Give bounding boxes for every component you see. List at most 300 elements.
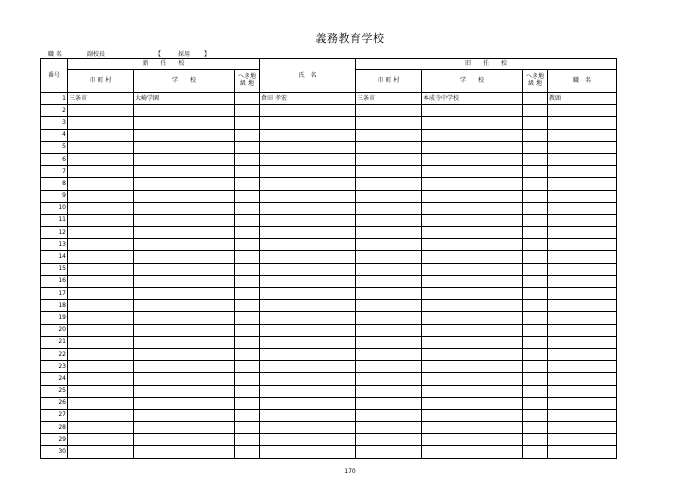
old-remote-cell: [523, 312, 548, 324]
old-position-cell: [548, 300, 617, 312]
old-remote-cell: [523, 251, 548, 263]
old-school-cell: [422, 422, 523, 434]
old-school-cell: [422, 202, 523, 214]
table-row: [41, 214, 617, 226]
old-remote-cell: [523, 93, 548, 105]
new-school-cell: [134, 373, 235, 385]
new-school-cell: [134, 434, 235, 446]
old-remote-cell: [523, 300, 548, 312]
new-school-cell: [134, 263, 235, 275]
name-cell: [260, 397, 356, 409]
new-municipality-cell: [68, 300, 134, 312]
name-cell: [260, 288, 356, 300]
new-remote-cell: [235, 397, 260, 409]
new-school-cell: [134, 409, 235, 421]
header-name: 氏 名: [260, 59, 356, 93]
new-school-cell: [134, 202, 235, 214]
header-old-school: 学 校: [422, 70, 523, 93]
header-old-position: 職 名: [548, 70, 617, 93]
old-position-cell: [548, 422, 617, 434]
old-municipality-cell: [356, 397, 422, 409]
name-cell: [260, 202, 356, 214]
new-municipality-cell: [68, 434, 134, 446]
name-cell: [260, 166, 356, 178]
new-remote-cell: [235, 117, 260, 129]
old-remote-cell: [523, 324, 548, 336]
table-header: [41, 59, 617, 93]
old-municipality-cell: [356, 166, 422, 178]
old-municipality-cell: [356, 422, 422, 434]
old-position-cell: [548, 166, 617, 178]
new-municipality-cell: [68, 178, 134, 190]
old-municipality-cell: [356, 336, 422, 348]
table-row: [41, 312, 617, 324]
old-position-cell: [548, 361, 617, 373]
name-cell: [260, 300, 356, 312]
old-school-cell: [422, 239, 523, 251]
new-school-cell: [134, 141, 235, 153]
table-row: [41, 361, 617, 373]
new-school-cell: [134, 361, 235, 373]
new-municipality-cell: [68, 446, 134, 458]
table-row: [41, 141, 617, 153]
new-remote-cell: [235, 409, 260, 421]
row-number: 7: [41, 166, 68, 178]
table-row: [41, 300, 617, 312]
old-school-cell: [422, 214, 523, 226]
new-remote-cell: [235, 227, 260, 239]
old-remote-cell: [523, 361, 548, 373]
old-position-cell: 教頭: [548, 93, 617, 105]
old-municipality-cell: [356, 446, 422, 458]
name-cell: [260, 373, 356, 385]
new-municipality-cell: [68, 361, 134, 373]
name-cell: [260, 239, 356, 251]
new-municipality-cell: [68, 275, 134, 287]
table-row: [41, 251, 617, 263]
old-position-cell: [548, 141, 617, 153]
table-row: [41, 324, 617, 336]
old-municipality-cell: [356, 178, 422, 190]
old-position-cell: [548, 275, 617, 287]
old-remote-cell: [523, 385, 548, 397]
old-position-cell: [548, 446, 617, 458]
new-municipality-cell: [68, 202, 134, 214]
row-number: 2: [41, 105, 68, 117]
header-new-remote: [235, 70, 260, 93]
new-remote-cell: [235, 422, 260, 434]
new-remote-cell: [235, 153, 260, 165]
new-school-cell: [134, 117, 235, 129]
name-cell: [260, 141, 356, 153]
category-close-bracket: 】: [204, 51, 211, 58]
old-municipality-cell: [356, 300, 422, 312]
new-school-cell: [134, 324, 235, 336]
header-old-remote-top: へき地: [526, 73, 545, 81]
new-school-cell: [134, 153, 235, 165]
new-school-cell: [134, 214, 235, 226]
row-number: 27: [41, 409, 68, 421]
old-school-cell: [422, 312, 523, 324]
header-new-school: 学 校: [134, 70, 235, 93]
new-municipality-cell: [68, 348, 134, 360]
new-municipality-cell: [68, 409, 134, 421]
new-school-cell: [134, 446, 235, 458]
row-number: 16: [41, 275, 68, 287]
old-position-cell: [548, 312, 617, 324]
old-municipality-cell: [356, 324, 422, 336]
new-municipality-cell: [68, 336, 134, 348]
old-position-cell: [548, 178, 617, 190]
row-number: 12: [41, 227, 68, 239]
name-cell: [260, 385, 356, 397]
old-school-cell: [422, 324, 523, 336]
old-school-cell: [422, 227, 523, 239]
old-position-cell: [548, 263, 617, 275]
old-remote-cell: [523, 117, 548, 129]
new-municipality-cell: [68, 251, 134, 263]
old-remote-cell: [523, 190, 548, 202]
old-municipality-cell: [356, 190, 422, 202]
name-cell: [260, 324, 356, 336]
old-position-cell: [548, 214, 617, 226]
new-remote-cell: [235, 348, 260, 360]
new-municipality-cell: [68, 385, 134, 397]
old-remote-cell: [523, 348, 548, 360]
document-title: 義務教育学校: [315, 32, 385, 45]
new-school-cell: [134, 166, 235, 178]
table-row: [41, 397, 617, 409]
old-remote-cell: [523, 275, 548, 287]
old-school-cell: [422, 105, 523, 117]
old-municipality-cell: [356, 288, 422, 300]
name-cell: [260, 129, 356, 141]
new-school-cell: [134, 312, 235, 324]
row-number: 13: [41, 239, 68, 251]
row-number: 29: [41, 434, 68, 446]
new-municipality-cell: [68, 190, 134, 202]
old-school-cell: [422, 141, 523, 153]
new-school-cell: [134, 288, 235, 300]
new-school-cell: [134, 190, 235, 202]
old-remote-cell: [523, 129, 548, 141]
header-old-municipality: 市 町 村: [356, 70, 422, 93]
old-school-cell: [422, 275, 523, 287]
row-number: 24: [41, 373, 68, 385]
old-school-cell: [422, 190, 523, 202]
old-municipality-cell: [356, 385, 422, 397]
new-municipality-cell: [68, 288, 134, 300]
old-municipality-cell: [356, 251, 422, 263]
old-position-cell: [548, 397, 617, 409]
table-row: [41, 239, 617, 251]
new-municipality-cell: [68, 373, 134, 385]
old-school-cell: [422, 166, 523, 178]
table-row: [41, 227, 617, 239]
old-school-cell: [422, 373, 523, 385]
new-school-cell: [134, 397, 235, 409]
row-number: 18: [41, 300, 68, 312]
new-municipality-cell: [68, 117, 134, 129]
table-row: [41, 348, 617, 360]
new-school-cell: [134, 348, 235, 360]
new-school-cell: [134, 275, 235, 287]
header-new-post: 新 任 校: [68, 59, 260, 70]
old-remote-cell: [523, 227, 548, 239]
old-school-cell: [422, 348, 523, 360]
old-remote-cell: [523, 141, 548, 153]
new-remote-cell: [235, 166, 260, 178]
row-number: 8: [41, 178, 68, 190]
category-value: 採用: [178, 51, 191, 58]
new-municipality-cell: [68, 397, 134, 409]
table-row: [41, 263, 617, 275]
old-remote-cell: [523, 422, 548, 434]
old-municipality-cell: [356, 348, 422, 360]
old-remote-cell: [523, 239, 548, 251]
old-position-cell: [548, 348, 617, 360]
new-remote-cell: [235, 288, 260, 300]
old-remote-cell: [523, 166, 548, 178]
name-cell: 倉田 孝宏: [260, 93, 356, 105]
new-municipality-cell: [68, 324, 134, 336]
table-row: [41, 153, 617, 165]
old-remote-cell: [523, 153, 548, 165]
old-position-cell: [548, 153, 617, 165]
new-municipality-cell: [68, 141, 134, 153]
old-municipality-cell: [356, 409, 422, 421]
name-cell: [260, 153, 356, 165]
old-school-cell: [422, 263, 523, 275]
header-old-remote-bottom: 級 地: [528, 80, 542, 87]
new-remote-cell: [235, 373, 260, 385]
new-remote-cell: [235, 239, 260, 251]
row-number: 26: [41, 397, 68, 409]
table-row: [41, 422, 617, 434]
new-municipality-cell: [68, 422, 134, 434]
new-remote-cell: [235, 275, 260, 287]
old-school-cell: [422, 178, 523, 190]
table-row: [41, 434, 617, 446]
new-school-cell: [134, 251, 235, 263]
name-cell: [260, 348, 356, 360]
new-municipality-cell: [68, 312, 134, 324]
row-number: 23: [41, 361, 68, 373]
new-municipality-cell: [68, 129, 134, 141]
new-school-cell: [134, 105, 235, 117]
old-school-cell: [422, 434, 523, 446]
name-cell: [260, 190, 356, 202]
new-remote-cell: [235, 214, 260, 226]
row-number: 19: [41, 312, 68, 324]
old-municipality-cell: [356, 153, 422, 165]
old-municipality-cell: [356, 361, 422, 373]
old-municipality-cell: [356, 275, 422, 287]
new-remote-cell: [235, 336, 260, 348]
old-position-cell: [548, 129, 617, 141]
row-number: 30: [41, 446, 68, 458]
old-school-cell: [422, 336, 523, 348]
row-number: 17: [41, 288, 68, 300]
new-school-cell: [134, 239, 235, 251]
old-position-cell: [548, 434, 617, 446]
new-remote-cell: [235, 263, 260, 275]
name-cell: [260, 434, 356, 446]
new-municipality-cell: [68, 105, 134, 117]
table-row: [41, 93, 617, 105]
old-municipality-cell: [356, 312, 422, 324]
old-position-cell: [548, 117, 617, 129]
new-remote-cell: [235, 129, 260, 141]
old-municipality-cell: [356, 105, 422, 117]
table-row: [41, 202, 617, 214]
old-municipality-cell: [356, 434, 422, 446]
row-number: 15: [41, 263, 68, 275]
name-cell: [260, 275, 356, 287]
row-number: 11: [41, 214, 68, 226]
old-position-cell: [548, 288, 617, 300]
old-municipality-cell: [356, 141, 422, 153]
table-row: [41, 178, 617, 190]
row-number: 6: [41, 153, 68, 165]
new-school-cell: [134, 178, 235, 190]
old-municipality-cell: [356, 227, 422, 239]
header-old-post: 旧 任 校: [356, 59, 617, 70]
row-number: 10: [41, 202, 68, 214]
old-position-cell: [548, 385, 617, 397]
new-municipality-cell: [68, 214, 134, 226]
table-row: [41, 275, 617, 287]
row-number: 14: [41, 251, 68, 263]
name-cell: [260, 251, 356, 263]
new-school-cell: [134, 336, 235, 348]
name-cell: [260, 361, 356, 373]
old-position-cell: [548, 227, 617, 239]
row-number: 22: [41, 348, 68, 360]
old-municipality-cell: [356, 117, 422, 129]
old-school-cell: [422, 300, 523, 312]
name-cell: [260, 336, 356, 348]
old-municipality-cell: [356, 239, 422, 251]
old-school-cell: [422, 153, 523, 165]
new-remote-cell: [235, 93, 260, 105]
old-remote-cell: [523, 202, 548, 214]
old-school-cell: [422, 129, 523, 141]
role-value: 副校長: [87, 51, 106, 58]
old-remote-cell: [523, 409, 548, 421]
old-municipality-cell: [356, 129, 422, 141]
old-municipality-cell: [356, 214, 422, 226]
new-municipality-cell: [68, 263, 134, 275]
old-municipality-cell: [356, 202, 422, 214]
row-number: 9: [41, 190, 68, 202]
name-cell: [260, 214, 356, 226]
table-row: [41, 105, 617, 117]
new-remote-cell: [235, 312, 260, 324]
table-row: [41, 385, 617, 397]
old-position-cell: [548, 105, 617, 117]
old-school-cell: [422, 117, 523, 129]
old-remote-cell: [523, 288, 548, 300]
category-open-bracket: 【: [155, 51, 162, 58]
old-position-cell: [548, 251, 617, 263]
new-remote-cell: [235, 105, 260, 117]
name-cell: [260, 446, 356, 458]
new-school-cell: [134, 422, 235, 434]
old-school-cell: [422, 288, 523, 300]
table-row: [41, 336, 617, 348]
row-number: 1: [41, 93, 68, 105]
row-number: 5: [41, 141, 68, 153]
new-remote-cell: [235, 202, 260, 214]
old-school-cell: [422, 409, 523, 421]
new-remote-cell: [235, 190, 260, 202]
row-number: 3: [41, 117, 68, 129]
row-number: 4: [41, 129, 68, 141]
name-cell: [260, 105, 356, 117]
row-number: 20: [41, 324, 68, 336]
new-municipality-cell: [68, 227, 134, 239]
old-remote-cell: [523, 397, 548, 409]
table-row: [41, 409, 617, 421]
old-remote-cell: [523, 336, 548, 348]
table-row: [41, 373, 617, 385]
old-municipality-cell: 三条市: [356, 93, 422, 105]
new-remote-cell: [235, 324, 260, 336]
new-municipality-cell: [68, 153, 134, 165]
old-remote-cell: [523, 105, 548, 117]
old-remote-cell: [523, 446, 548, 458]
old-school-cell: [422, 397, 523, 409]
old-school-cell: [422, 251, 523, 263]
old-position-cell: [548, 336, 617, 348]
table-body: [41, 93, 617, 459]
old-school-cell: [422, 361, 523, 373]
name-cell: [260, 117, 356, 129]
name-cell: [260, 422, 356, 434]
old-position-cell: [548, 239, 617, 251]
name-cell: [260, 409, 356, 421]
new-school-cell: [134, 129, 235, 141]
table-row: [41, 288, 617, 300]
name-cell: [260, 178, 356, 190]
old-remote-cell: [523, 214, 548, 226]
table-row: [41, 117, 617, 129]
old-position-cell: [548, 190, 617, 202]
new-school-cell: [134, 385, 235, 397]
new-remote-cell: [235, 446, 260, 458]
old-position-cell: [548, 409, 617, 421]
header-old-remote: [523, 70, 548, 93]
row-number: 21: [41, 336, 68, 348]
new-municipality-cell: [68, 239, 134, 251]
new-municipality-cell: 三条市: [68, 93, 134, 105]
old-position-cell: [548, 373, 617, 385]
new-school-cell: [134, 227, 235, 239]
old-remote-cell: [523, 434, 548, 446]
header-new-remote-bottom: 級 地: [240, 80, 254, 87]
table-row: [41, 446, 617, 458]
table-row: [41, 129, 617, 141]
table-row: [41, 190, 617, 202]
new-remote-cell: [235, 141, 260, 153]
assignment-table: [40, 58, 617, 459]
old-school-cell: 本成寺中学校: [422, 93, 523, 105]
new-remote-cell: [235, 300, 260, 312]
new-school-cell: [134, 300, 235, 312]
old-remote-cell: [523, 178, 548, 190]
role-label: 職 名: [48, 51, 62, 58]
